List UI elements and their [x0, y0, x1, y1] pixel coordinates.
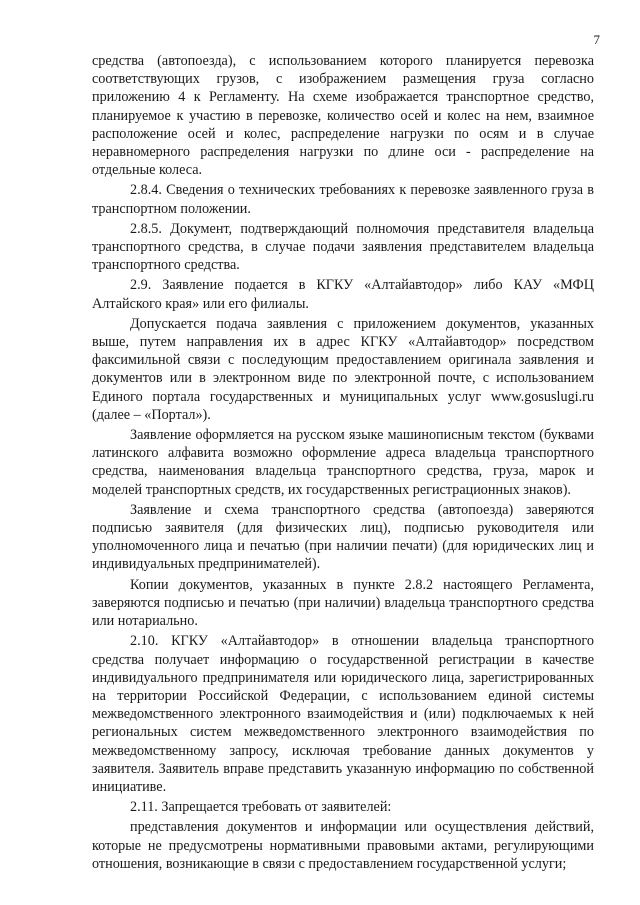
- paragraph-prohibited-requirements: представления документов и информации или осуществления действий, которые не предусмотрены нормативными правовыми актами, регулирующими отношения, возникающие в связи с предоставлением государственной услуги;: [92, 819, 594, 872]
- paragraph-2-8-5: 2.8.5. Документ, подтверждающий полномочия представителя владельца транспортного средства, в случае подачи заявления представителем владельца транспортного средства.: [92, 220, 594, 274]
- paragraph-2-11: 2.11. Запрещается требовать от заявителей:: [130, 799, 392, 816]
- paragraph-vehicle-scheme: средства (автопоезда), с использованием которого планируется перевозка соответствующих грузов, с изображением размещения груза согласно приложению 4 к Регламенту. На схеме изображается транспортное средство, планируемое к участию в перевозке, количество осей и колес на нем, взаимное расположение осей и колес, распределение нагрузки по осям и в случае неравномерного распределения нагрузки по длине оси - распределение на отдельные колеса.: [92, 53, 594, 179]
- paragraph-submission-methods: Допускается подача заявления с приложением документов, указанных выше, путем направления их в адрес КГКУ «Алтайавтодор» посредством факсимильной связи с последующим предоставлением оригинала заявления и документов или в электронном виде по электронной почте, с использованием Единого портала государственных и муниципальных услуг www.gosuslugi.ru (далее – «Портал»).: [92, 315, 594, 423]
- paragraph-2-10: 2.10. КГКУ «Алтайавтодор» в отношении владельца транспортного средства получает информацию о государственной регистрации в качестве индивидуального предпринимателя или юридического лица, зарегистрированных на территории Российской Федерации, с использованием единой системы межведомственного электронного взаимодействия и (или) подключаемых к ней региональных систем межведомственного электронного взаимодействия по межведомственному запросу, исключая требование данных документов у заявителя. Заявитель вправе представить указанную информацию по собственной инициативе.: [92, 633, 594, 795]
- document-body: [92, 52, 594, 873]
- paragraph-language-requirements: Заявление оформляется на русском языке машинописным текстом (буквами латинского алфавита возможно оформление адреса владельца транспортного средства, наименования владельца транспортного средства, груза, марок и моделей транспортных средств, их государственных регистрационных знаков).: [92, 427, 594, 498]
- paragraph-2-9: 2.9. Заявление подается в КГКУ «Алтайавтодор» либо КАУ «МФЦ Алтайского края» или его филиалы.: [92, 277, 594, 312]
- page-number: 7: [593, 32, 600, 47]
- paragraph-2-8-4: 2.8.4. Сведения о технических требованиях к перевозке заявленного груза в транспортном положении.: [92, 182, 594, 217]
- paragraph-copies-certification: Копии документов, указанных в пункте 2.8.2 настоящего Регламента, заверяются подписью и печатью (при наличии) владельца транспортного средства или нотариально.: [92, 576, 594, 630]
- paragraph-signature-requirements: Заявление и схема транспортного средства (автопоезда) заверяются подписью заявителя (для физических лиц), подписью руководителя или уполномоченного лица и печатью (при наличии печати) (для юридических лиц и индивидуальных предпринимателей).: [92, 501, 594, 573]
